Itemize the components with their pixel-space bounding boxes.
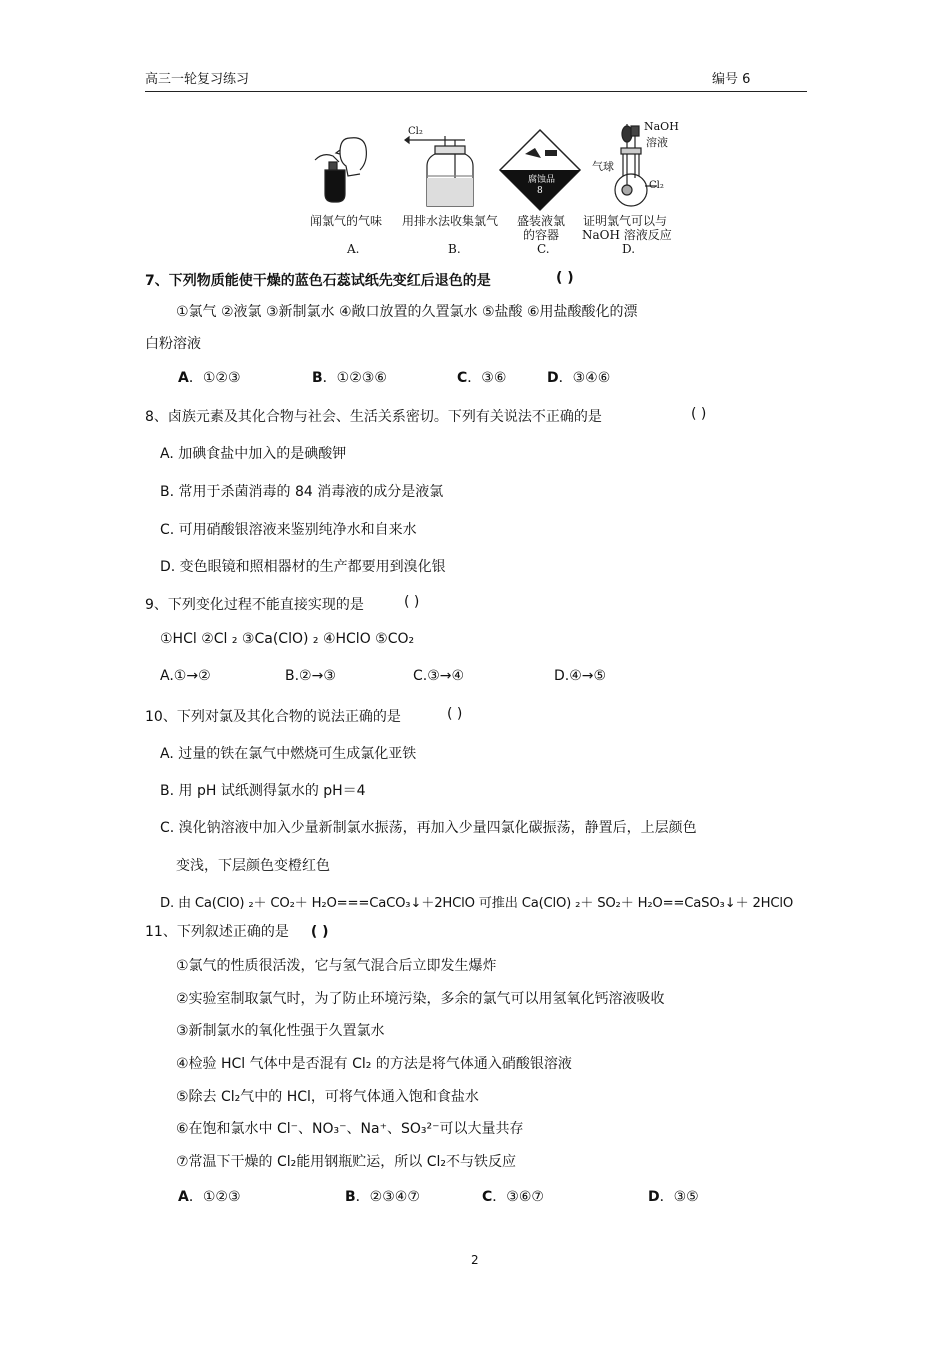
q11-item-5: ⑤除去 Cl₂气中的 HCl，可将气体通入饱和食盐水 [176,1089,479,1105]
q9-items: ①HCl ②Cl ₂ ③Ca(ClO) ₂ ④HClO ⑤CO₂ [160,631,415,647]
q9-stem: 9、下列变化过程不能直接实现的是 [145,597,364,613]
q11-stem: 11、下列叙述正确的是 ( ) [145,924,329,940]
experiment-figure [305,120,685,260]
q11-option-c: C．③⑥⑦ [482,1189,544,1205]
q7-paren: ( ) [556,270,574,286]
q7-stem: 7、下列物质能使干燥的蓝色石蕊试纸先变红后退色的是 [145,273,491,289]
balloon-label: 气球 [592,160,614,173]
q11-option-d: D．③⑤ [648,1189,699,1205]
q8-option-d: D. 变色眼镜和照相器材的生产都要用到溴化银 [160,559,446,575]
q11-item-6: ⑥在饱和氯水中 Cl⁻、NO₃⁻、Na⁺、SO₃²⁻可以大量共存 [176,1121,524,1137]
caption-b-letter: B. [448,242,461,256]
corrosive-sign-icon [500,130,580,210]
q10-stem: 10、下列对氯及其化合物的说法正确的是 [145,709,401,725]
q11-item-4: ④检验 HCl 气体中是否混有 Cl₂ 的方法是将气体通入硝酸银溶液 [176,1056,572,1072]
q8-option-b: B. 常用于杀菌消毒的 84 消毒液的成分是液氯 [160,484,444,500]
gas-bottle-icon [405,136,473,206]
class-eight-label: 8 [537,186,543,196]
q7-option-a: A．①②③ [178,370,241,386]
q7-items-line1: ①氯气 ②液氯 ③新制氯水 ④敞口放置的久置氯水 ⑤盐酸 ⑥用盐酸酸化的漂 [176,304,638,320]
header-left: 高三一轮复习练习 [145,72,250,87]
caption-d: 证明氯气可以与 [583,214,668,228]
caption-d-letter: D. [622,242,636,256]
q8-option-c: C. 可用硝酸银溶液来鉴别纯净水和自来水 [160,522,417,538]
cl2-label-d: Cl₂ [649,180,664,191]
header-right: 编号 6 [712,72,751,87]
caption-a: 闻氯气的气味 [310,214,383,228]
cl2-label-b: Cl₂ [408,126,423,137]
q10-option-c: C. 溴化钠溶液中加入少量新制氯水振荡，再加入少量四氯化碳振荡，静置后，上层颜色 [160,820,697,836]
q11-item-7: ⑦常温下干燥的 Cl₂能用钢瓶贮运，所以 Cl₂不与铁反应 [176,1154,517,1170]
smelling-person-icon [315,138,366,202]
caption-c-line2: 的容器 [523,228,560,242]
q10-option-d: D. 由 Ca(ClO) ₂＋ CO₂＋ H₂O===CaCO₃↓＋2HClO 可推出 Ca(ClO) ₂＋ SO₂＋ H₂O==CaSO₃↓＋ 2HClO [160,896,794,911]
q7-option-b: B．①②③⑥ [312,370,387,386]
caption-a-letter: A. [347,242,360,256]
q11-item-2: ②实验室制取氯气时，为了防止环境污染，多余的氯气可以用氢氧化钙溶液吸收 [176,991,665,1007]
caption-c: 盛装液氯 [517,214,566,228]
q10-paren: ( ) [447,706,463,722]
q11-item-3: ③新制氯水的氧化性强于久置氯水 [176,1023,385,1039]
solution-label: 溶液 [646,136,668,149]
caption-d-line2: NaOH 溶液反应 [582,228,672,242]
q9-paren: ( ) [404,594,420,610]
q8-option-a: A. 加碘食盐中加入的是碘酸钾 [160,446,347,462]
caption-c-letter: C. [537,242,550,256]
page-number: 2 [471,1253,479,1267]
q8-paren: ( ) [691,406,707,422]
q11-item-1: ①氯气的性质很活泼，它与氢气混合后立即发生爆炸 [176,958,497,974]
q8-stem: 8、卤族元素及其化合物与社会、生活关系密切。下列有关说法不正确的是 [145,409,602,425]
q7-option-c: C．③⑥ [457,370,507,386]
q9-option-b: B.②→③ [285,668,336,684]
q9-option-a: A.①→② [160,668,211,684]
experiment-drawings [305,120,685,220]
caption-b: 用排水法收集氯气 [402,214,499,228]
q11-option-b: B．②③④⑦ [345,1189,420,1205]
q9-option-d: D.④→⑤ [554,668,607,684]
q11-option-a: A．①②③ [178,1189,241,1205]
corrosive-label: 腐蚀品 [528,175,556,185]
q7-items-line2: 白粉溶液 [145,336,201,352]
q10-option-c-cont: 变浅，下层颜色变橙红色 [176,858,330,874]
q7-option-d: D．③④⑥ [547,370,611,386]
q9-option-c: C.③→④ [413,668,465,684]
q10-option-b: B. 用 pH 试纸测得氯水的 pH＝4 [160,783,366,799]
q10-option-a: A. 过量的铁在氯气中燃烧可生成氯化亚铁 [160,746,417,762]
naoh-label: NaOH [644,120,679,133]
header-rule [145,91,807,92]
